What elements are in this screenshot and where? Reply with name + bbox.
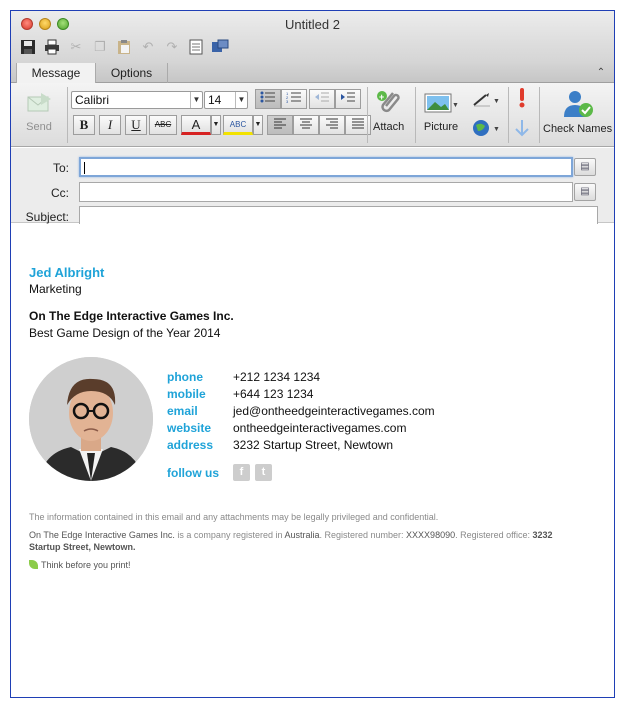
bullet-list-icon[interactable] xyxy=(255,89,281,109)
increase-indent-icon[interactable] xyxy=(335,89,361,109)
message-body[interactable] xyxy=(11,224,614,698)
quick-access-toolbar xyxy=(19,38,229,56)
attach-label: Attach xyxy=(373,121,405,133)
registration-notice-line1: On The Edge Interactive Games Inc. is a company registered in Australia. Registered number: XXXX98090. Registered office: 3232 xyxy=(29,530,553,540)
contact-value-website: ontheedgeinteractivegames.com xyxy=(233,421,407,435)
save-icon[interactable] xyxy=(19,38,37,56)
chevron-down-icon[interactable]: ▼ xyxy=(211,115,221,135)
paste-icon[interactable] xyxy=(115,38,133,56)
confidentiality-notice: The information contained in this email and any attachments may be legally privileged and confidential. xyxy=(29,512,439,522)
svg-text:1: 1 xyxy=(286,91,289,96)
chevron-down-icon: ▼ xyxy=(190,92,202,108)
window-layout-icon[interactable] xyxy=(211,38,229,56)
to-field[interactable] xyxy=(79,157,573,177)
ribbon-tabs xyxy=(11,63,614,83)
svg-text:3: 3 xyxy=(286,99,289,103)
svg-text:▼: ▼ xyxy=(493,126,500,133)
tab-options[interactable]: Options xyxy=(96,63,168,83)
contact-label-phone: phone xyxy=(167,370,203,384)
title-bar xyxy=(11,11,614,69)
to-label: To: xyxy=(52,161,69,175)
decrease-indent-icon[interactable] xyxy=(309,89,335,109)
twitter-icon[interactable]: t xyxy=(255,464,272,481)
signature-name: Jed Albright xyxy=(29,265,105,280)
chevron-down-icon: ▼ xyxy=(235,92,247,108)
bold-button[interactable]: B xyxy=(73,115,95,135)
print-icon[interactable] xyxy=(43,38,61,56)
font-size-select[interactable]: 14 ▼ xyxy=(204,91,248,109)
contact-value-address: 3232 Startup Street, Newtown xyxy=(233,438,394,452)
italic-button[interactable]: I xyxy=(99,115,121,135)
avatar xyxy=(29,357,153,481)
attach-button[interactable] xyxy=(373,89,404,133)
signature-icon[interactable] xyxy=(471,91,501,109)
signature-award: Best Game Design of the Year 2014 xyxy=(29,326,221,340)
registration-notice-line2: Startup Street, Newtown. xyxy=(29,542,136,552)
tab-message[interactable]: Message xyxy=(16,63,96,83)
document-icon[interactable] xyxy=(187,38,205,56)
cc-label: Cc: xyxy=(51,186,69,200)
strikethrough-button[interactable]: ABC xyxy=(149,115,177,135)
contact-label-website: website xyxy=(167,421,212,435)
address-book-icon[interactable]: ▤ xyxy=(574,158,596,176)
contact-value-mobile: +644 123 1234 xyxy=(233,387,314,401)
svg-text:▼: ▼ xyxy=(493,98,500,105)
low-importance-icon[interactable] xyxy=(513,119,531,137)
svg-text:+: + xyxy=(378,92,384,102)
redo-icon[interactable]: ↷ xyxy=(166,39,178,54)
cut-icon[interactable]: ✂ xyxy=(70,39,82,54)
chevron-down-icon[interactable]: ▼ xyxy=(253,115,263,135)
subject-field[interactable] xyxy=(79,206,598,226)
address-book-icon[interactable]: ▤ xyxy=(574,183,596,201)
highlight-button[interactable]: ABC xyxy=(223,115,253,135)
signature-company: On The Edge Interactive Games Inc. xyxy=(29,309,234,323)
underline-button[interactable]: U xyxy=(125,115,147,135)
window-title: Untitled 2 xyxy=(285,17,340,32)
undo-icon[interactable]: ↶ xyxy=(142,39,154,54)
signature-role: Marketing xyxy=(29,282,82,296)
picture-label: Picture xyxy=(423,121,459,133)
align-left-icon[interactable] xyxy=(267,115,293,135)
subject-label: Subject: xyxy=(25,210,69,224)
svg-text:2: 2 xyxy=(286,95,289,100)
send-label: Send xyxy=(26,121,52,133)
align-center-icon[interactable] xyxy=(293,115,319,135)
svg-text:▼: ▼ xyxy=(452,102,459,109)
send-icon xyxy=(25,89,53,117)
check-names-icon xyxy=(561,89,595,119)
copy-icon[interactable]: ❐ xyxy=(94,39,106,54)
check-names-label: Check Names xyxy=(543,123,613,135)
compose-window xyxy=(10,10,615,698)
font-color-button[interactable]: A xyxy=(181,115,211,135)
message-headers xyxy=(11,148,614,223)
contact-label-address: address xyxy=(167,438,214,452)
ribbon xyxy=(11,83,614,147)
cc-field[interactable] xyxy=(79,182,573,202)
font-name-select[interactable]: Calibri ▼ xyxy=(71,91,203,109)
align-right-icon[interactable] xyxy=(319,115,345,135)
high-importance-icon[interactable] xyxy=(513,89,531,107)
contact-value-email: jed@ontheedgeinteractivegames.com xyxy=(233,404,435,418)
text-cursor xyxy=(84,162,85,174)
paperclip-icon xyxy=(374,89,404,117)
globe-link-icon[interactable] xyxy=(471,119,501,137)
facebook-icon[interactable]: f xyxy=(233,464,250,481)
contact-label-email: email xyxy=(167,404,198,418)
leaf-icon xyxy=(29,560,38,569)
contact-value-phone: +212 1234 1234 xyxy=(233,370,321,384)
numbered-list-icon[interactable] xyxy=(281,89,307,109)
send-button[interactable] xyxy=(25,89,53,133)
check-names-button[interactable] xyxy=(543,89,612,135)
contact-label-mobile: mobile xyxy=(167,387,206,401)
print-note: Think before you print! xyxy=(29,560,131,570)
follow-us-label: follow us xyxy=(167,466,219,480)
picture-icon xyxy=(423,89,459,117)
collapse-ribbon-icon[interactable]: ⌃ xyxy=(596,67,606,78)
picture-button[interactable] xyxy=(423,89,459,133)
